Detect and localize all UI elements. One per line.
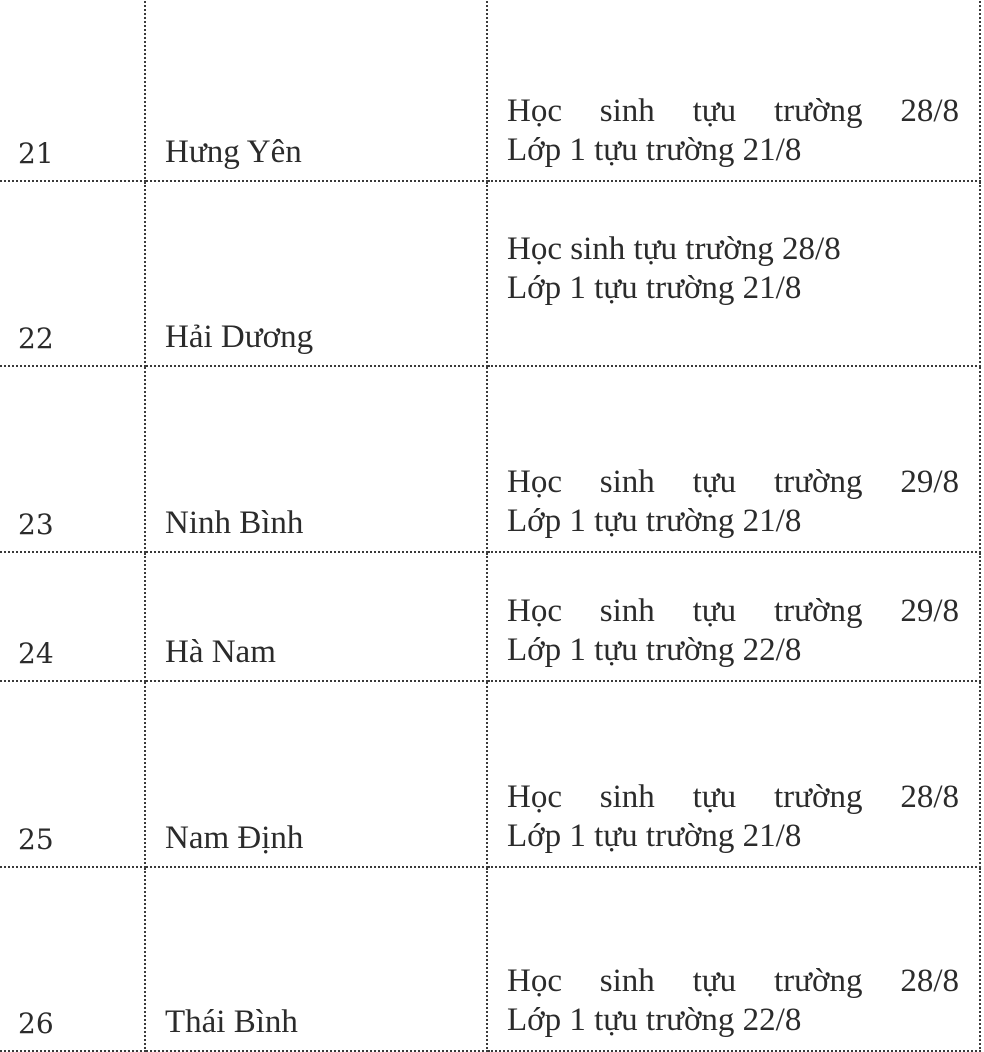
opening-dates — [487, 181, 980, 366]
province-name: Thái Bình — [145, 867, 487, 1051]
table-row — [0, 681, 980, 867]
table-row — [0, 867, 980, 1051]
row-number: 25 — [0, 681, 145, 867]
row-number: 26 — [0, 867, 145, 1051]
province-name: Hà Nam — [145, 552, 487, 681]
grade1-opening-line: Lớp 1 tựu trường 21/8 — [507, 270, 802, 306]
province-name: Nam Định — [145, 681, 487, 867]
student-opening-line: Học sinh tựu trường 29/8 — [507, 464, 959, 500]
table-row — [0, 366, 980, 552]
student-opening-line: Học sinh tựu trường 29/8 — [507, 593, 959, 629]
grade1-opening-line: Lớp 1 tựu trường 22/8 — [507, 632, 802, 668]
grade1-opening-line: Lớp 1 tựu trường 22/8 — [507, 1002, 802, 1038]
opening-dates — [487, 552, 980, 681]
grade1-opening-line: Lớp 1 tựu trường 21/8 — [507, 818, 802, 854]
row-number: 21 — [0, 0, 145, 181]
opening-dates — [487, 867, 980, 1051]
row-number: 24 — [0, 552, 145, 681]
row-number: 22 — [0, 181, 145, 366]
table-row — [0, 181, 980, 366]
student-opening-line: Học sinh tựu trường 28/8 — [507, 231, 841, 267]
table-row — [0, 0, 980, 181]
province-name: Hải Dương — [145, 181, 487, 366]
grade1-opening-line: Lớp 1 tựu trường 21/8 — [507, 503, 802, 539]
province-name: Ninh Bình — [145, 366, 487, 552]
student-opening-line: Học sinh tựu trường 28/8 — [507, 779, 959, 815]
row-number: 23 — [0, 366, 145, 552]
student-opening-line: Học sinh tựu trường 28/8 — [507, 963, 959, 999]
grade1-opening-line: Lớp 1 tựu trường 21/8 — [507, 132, 802, 168]
opening-dates — [487, 366, 980, 552]
opening-dates — [487, 0, 980, 181]
opening-dates — [487, 681, 980, 867]
table-row — [0, 552, 980, 681]
student-opening-line: Học sinh tựu trường 28/8 — [507, 93, 959, 129]
province-name: Hưng Yên — [145, 0, 487, 181]
